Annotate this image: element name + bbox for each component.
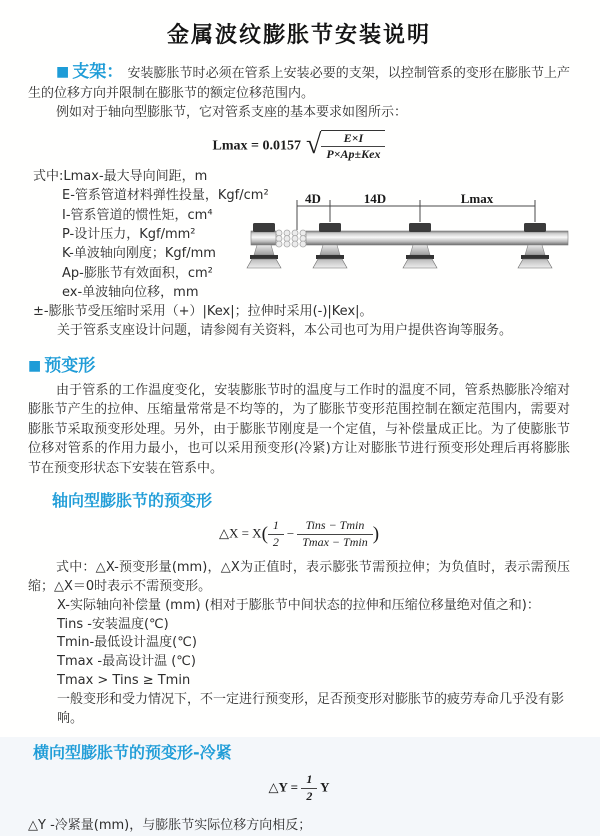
support-paragraph [28, 63, 570, 103]
lateral-heading: 横向型膨胀节的预变形-冷紧 [33, 743, 232, 763]
pipe-main [306, 231, 568, 245]
support-heading [56, 62, 123, 82]
variable-item: I-管系管道的惯性矩，cm⁴ [62, 207, 213, 223]
lateral-note-text: △Y -冷紧量(mm)，与膨胀节实际位移方向相反； [28, 818, 312, 834]
fraction-numerator: Tins − Tmin [305, 518, 365, 533]
guide-spacing-formula [28, 130, 570, 163]
square-bullet-icon: ■ [56, 64, 70, 80]
formula-lhs: Lmax = 0.0157 [212, 138, 301, 154]
definition-line: 一般变形和受力情况下，不一定进行预变形，足否预变形对膨胀节的疲劳寿命几乎没有影响。 [57, 691, 565, 726]
square-bullet-icon: ■ [28, 357, 42, 374]
plus-minus-note: ±-膨胀节受压缩时采用（+）|Kex|；拉伸时采用(-)|Kex|。 [33, 304, 373, 320]
lateral-formula-lhs: △Y = [268, 779, 299, 795]
support-heading-label: 支架： [72, 62, 124, 82]
anchor-support [247, 223, 281, 268]
pipe-stub [251, 231, 276, 245]
fraction-denominator: 2 [301, 788, 317, 804]
variable-line [33, 167, 570, 186]
axial-explain-text: 式中：△X-预变形量(mm)，△X为正值时，表示膨张节需预拉伸；为负值时，表示需预压缩；△X＝0时表示不需预变形。 [28, 559, 570, 595]
preform-heading-label: 预变形 [44, 355, 96, 376]
definition-line: Tmax -最高设计温 (℃) [57, 654, 196, 670]
variable-item: E-管系管道材料弹性投量，Kgf/cm² [62, 188, 269, 204]
vars-prefix: 式中: [33, 169, 64, 185]
pipe-support [313, 223, 347, 268]
fraction-numerator: 1 [272, 518, 279, 533]
fraction-denominator: 2 [268, 534, 284, 550]
variable-item: K-单波轴向刚度；Kgf/mm [62, 246, 216, 262]
fraction-numerator: 1 [306, 772, 313, 787]
lateral-formula-rhs: Y [320, 779, 330, 795]
pipe-support-diagram [248, 192, 600, 288]
axial-formula [28, 519, 570, 550]
page-title: 金属波纹膨胀节安装说明 [166, 23, 431, 48]
pipe-support [518, 223, 552, 268]
temperature-fraction [297, 519, 372, 550]
formula-radicand [321, 130, 385, 163]
minus-operator: − [286, 525, 295, 541]
half-fraction [301, 773, 317, 804]
preform-heading [28, 351, 570, 376]
support-intro-text: 安装膨胀节时必须在管系上安装必要的支架，以控制管系的变形在膨胀节上产生的位移方向并限制在膨胀节的额定位移范围内。 [28, 66, 570, 101]
dim-label-lmax: Lmax [460, 191, 494, 206]
dim-label-14d: 14D [363, 191, 387, 206]
bellows-icon [276, 230, 306, 247]
definition-line: Tmax > Tins ≥ Tmin [57, 673, 191, 689]
variable-item: Lmax-最大导向间距，m [63, 169, 208, 185]
close-paren: ) [372, 523, 380, 545]
half-fraction [268, 519, 284, 550]
formula-denominator: P×Ap±Kex [321, 146, 385, 162]
preform-body-text: 由于管系的工作温度变化，安装膨胀节时的温度与工作时的温度不同，管系热膨胀冷缩对膨胀节产生的拉伸、压缩量常常是不均等的，为了膨胀节变形范围控制在额定范围内，需要对膨胀节采取预变形处理。另外，由于膨胀节刚度是一个定值，与补偿量成正比。为了使膨胀节位移对管系的作用力最小，也可以采用预变形(冷紧)方让对膨胀节进行预变形处理后再将膨胀节在预变形状态下安装在管系中。 [28, 382, 570, 476]
axial-formula-lhs: △X = X [218, 525, 262, 541]
open-paren: ( [261, 523, 268, 545]
pipe-support [403, 223, 437, 268]
fraction-denominator: Tmax − Tmin [297, 534, 372, 550]
variable-item: P-设计压力，Kgf/mm² [62, 226, 196, 242]
variable-item: Ap-膨胀节有效面积，cm² [62, 265, 213, 281]
support-example-text: 例如对于轴向型膨胀节，它对管系支座的基本要求如图所示： [56, 105, 408, 120]
axial-definitions [57, 597, 570, 729]
dim-label-4d: 4D [305, 191, 321, 206]
definition-line: Tins -安装温度(℃) [57, 616, 169, 632]
sqrt-symbol: √ [306, 128, 322, 160]
variable-item: ex-单波轴向位移，mm [62, 284, 199, 300]
formula-numerator: E×I [343, 130, 364, 145]
consult-note: 关于管系支座设计问题，请参阅有关资料，本公司也可为用户提供咨询等服务。 [57, 323, 513, 339]
lateral-formula [28, 773, 570, 804]
definition-line: Tmin-最低设计温度(℃) [57, 635, 197, 651]
definition-line: X-实际轴向补偿量 (mm) (相对于膨胀节中间状态的拉伸和压缩位移量绝对值之和)： [57, 597, 540, 613]
axial-heading: 轴向型膨胀节的预变形 [52, 491, 213, 511]
